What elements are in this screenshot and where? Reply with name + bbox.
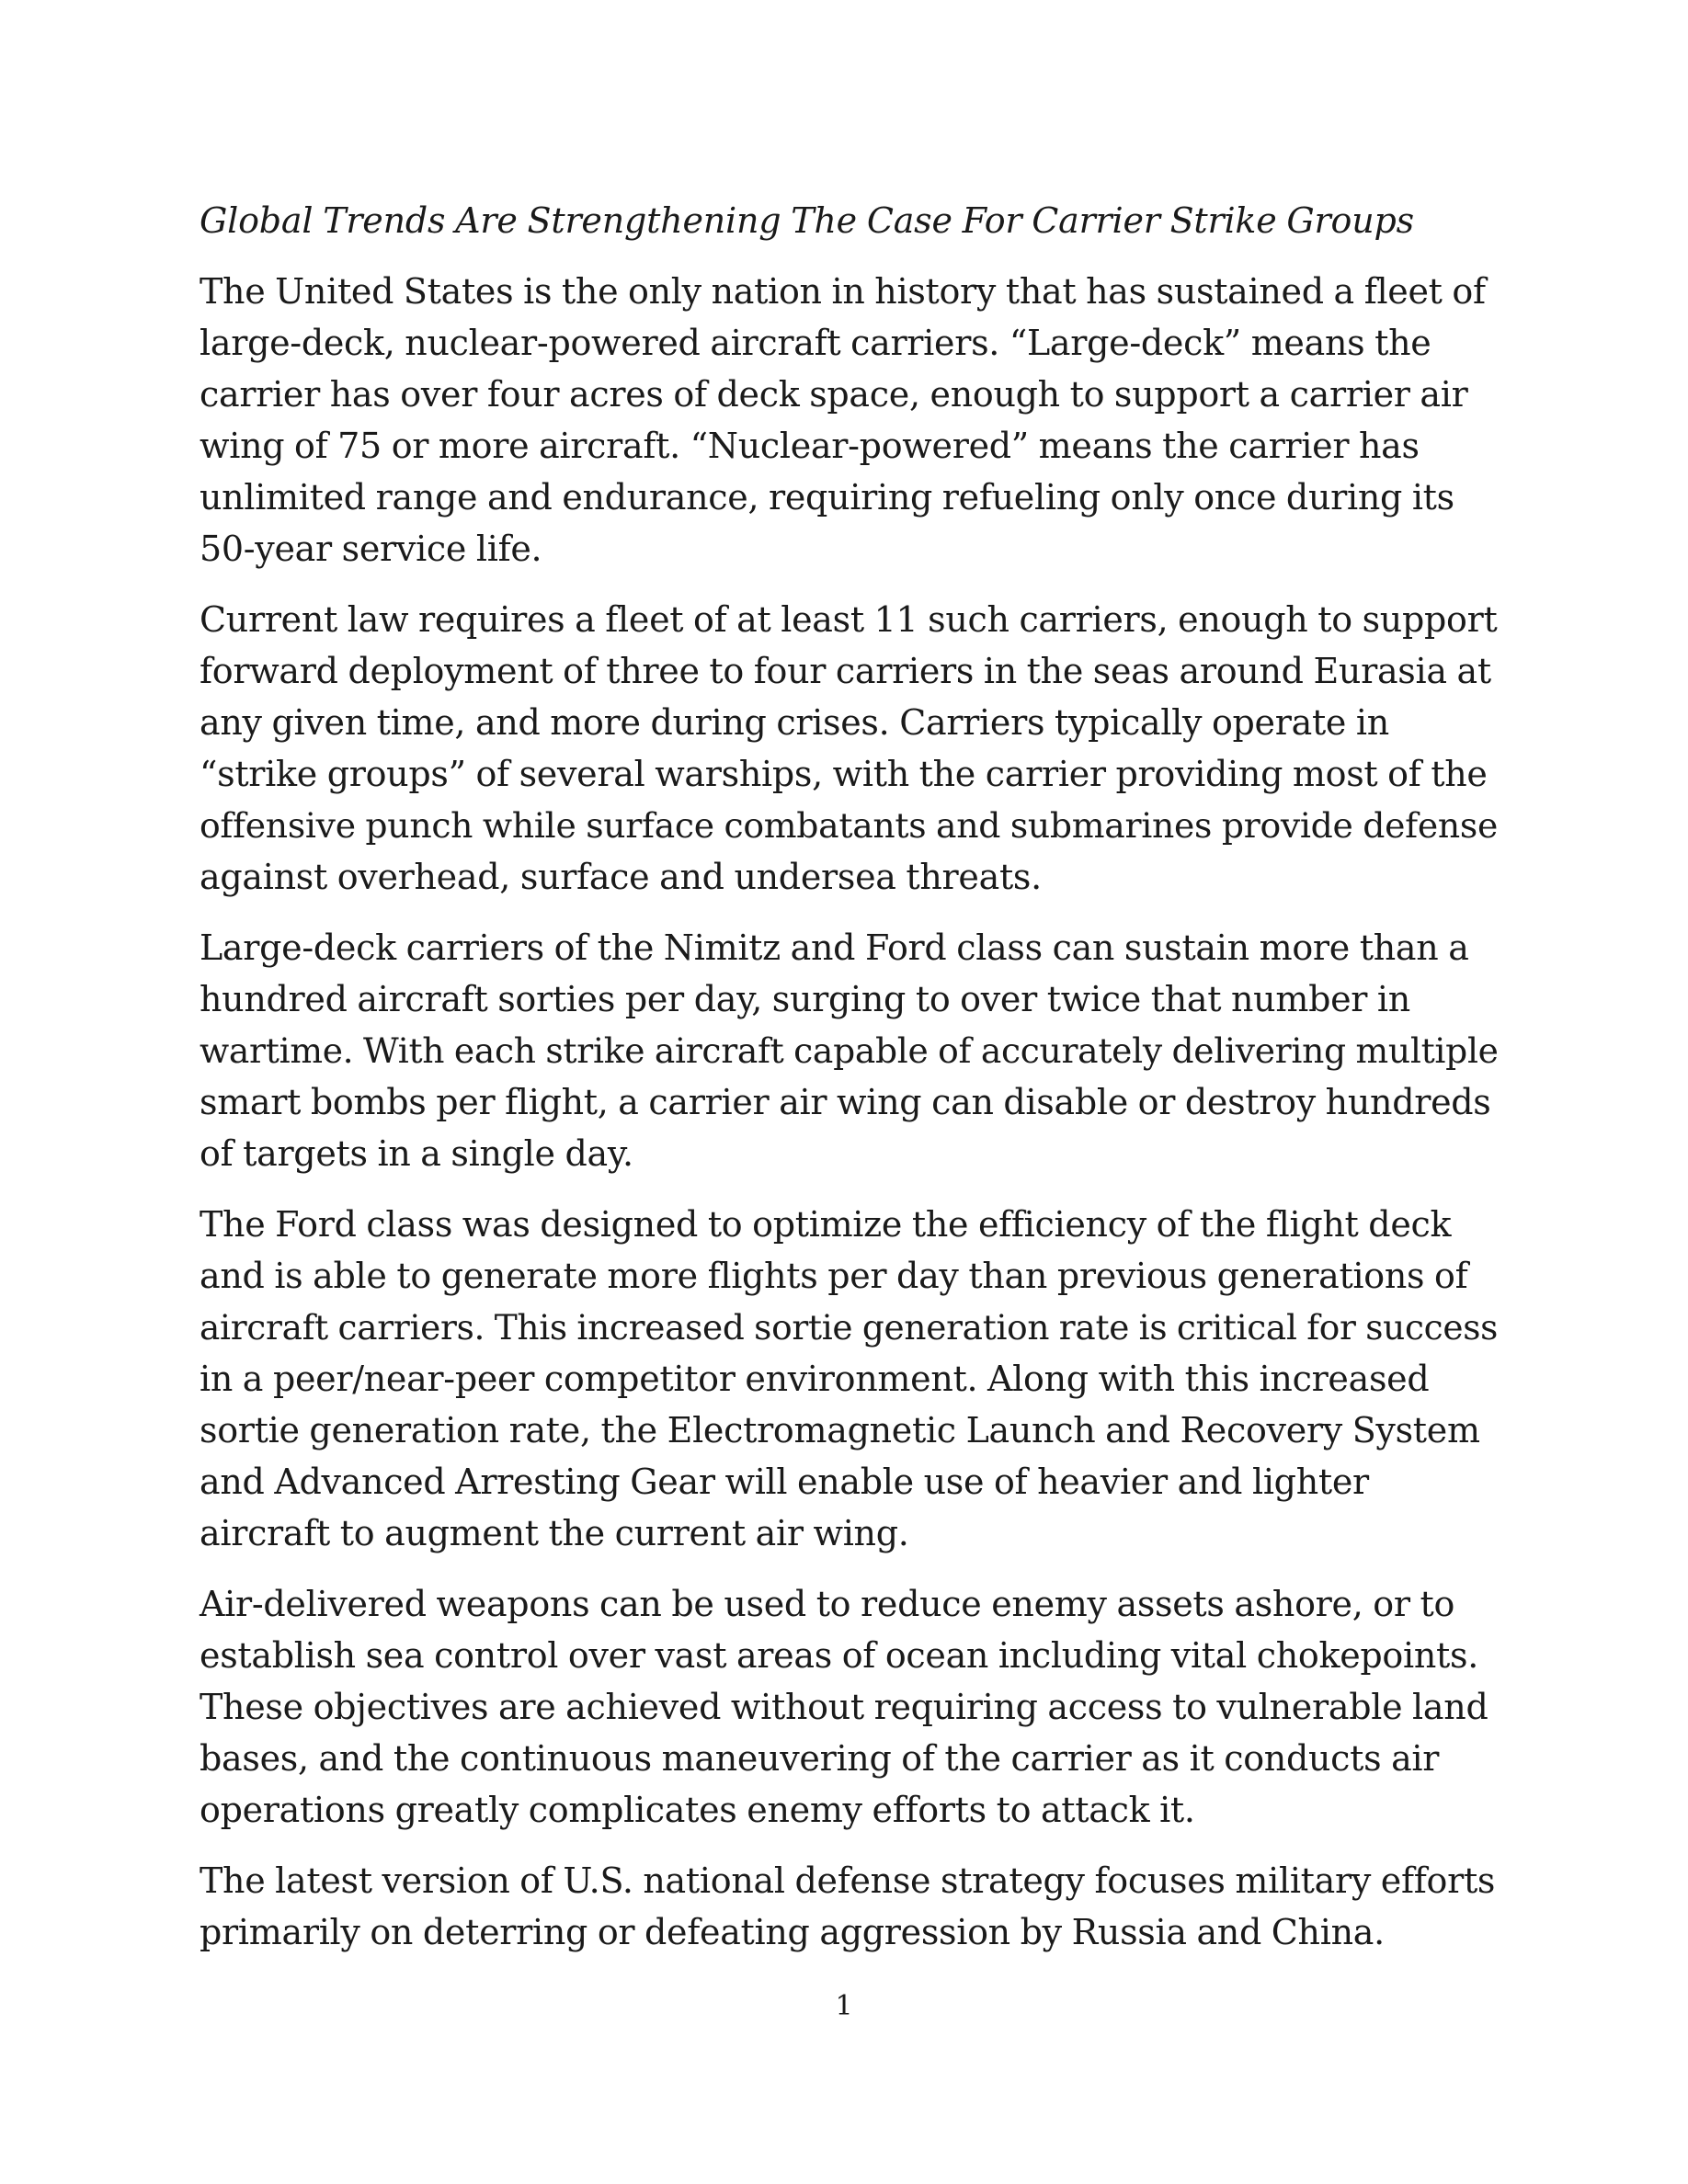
paragraph-line: hundred aircraft sorties per day, surging to over twice that number in [200, 979, 1410, 1019]
paragraph-line: The latest version of U.S. national defense strategy focuses military efforts [200, 1860, 1496, 1901]
paragraph-line: Air-delivered weapons can be used to reduce enemy assets ashore, or to [200, 1584, 1455, 1624]
paragraph-line: Large-deck carriers of the Nimitz and Ford class can sustain more than a [200, 927, 1469, 968]
paragraph [200, 922, 1505, 1179]
paragraph [200, 1199, 1505, 1559]
paragraph-line: forward deployment of three to four carriers in the seas around Eurasia at [200, 651, 1491, 691]
paragraph-line: 50-year service life. [200, 529, 542, 569]
paragraph-line: These objectives are achieved without requiring access to vulnerable land [200, 1687, 1488, 1727]
paragraph-line: Current law requires a fleet of at least 11 such carriers, enough to support [200, 599, 1498, 640]
paragraph-line: primarily on deterring or defeating aggression by Russia and China. [200, 1912, 1385, 1952]
section-heading: Global Trends Are Strengthening The Case For Carrier Strike Groups [200, 200, 1414, 241]
paragraph-line: in a peer/near-peer competitor environment. Along with this increased [200, 1359, 1430, 1399]
paragraph-line: large-deck, nuclear-powered aircraft carriers. “Large-deck” means the [200, 323, 1431, 363]
paragraph-line: and is able to generate more flights per day than previous generations of [200, 1256, 1468, 1296]
paragraph [200, 594, 1505, 903]
paragraph-line: aircraft carriers. This increased sortie generation rate is critical for success [200, 1307, 1499, 1348]
paragraph-line: “strike groups” of several warships, with the carrier providing most of the [200, 754, 1488, 794]
paragraph-line: of targets in a single day. [200, 1133, 633, 1174]
document-body [200, 195, 1505, 1958]
paragraph [200, 1855, 1505, 1958]
paragraph-line: aircraft to augment the current air wing. [200, 1513, 909, 1553]
paragraph-line: The United States is the only nation in history that has sustained a fleet of [200, 271, 1486, 312]
paragraph [200, 266, 1505, 574]
paragraph-line: unlimited range and endurance, requiring refueling only once during its [200, 477, 1454, 518]
paragraph-line: The Ford class was designed to optimize the efficiency of the flight deck [200, 1204, 1452, 1245]
paragraph-line: any given time, and more during crises. Carriers typically operate in [200, 702, 1389, 743]
paragraph-line: operations greatly complicates enemy efforts to attack it. [200, 1790, 1195, 1830]
paragraph-line: smart bombs per flight, a carrier air wing can disable or destroy hundreds [200, 1082, 1491, 1122]
page-number: 1 [835, 1990, 853, 2022]
paragraph-list [200, 266, 1505, 1958]
paragraph [200, 1578, 1505, 1836]
paragraph-line: wartime. With each strike aircraft capable of accurately delivering multiple [200, 1030, 1499, 1071]
paragraph-line: offensive punch while surface combatants and submarines provide defense [200, 805, 1499, 846]
paragraph-line: sortie generation rate, the Electromagnetic Launch and Recovery System [200, 1410, 1480, 1450]
paragraph-line: bases, and the continuous maneuvering of the carrier as it conducts air [200, 1738, 1440, 1779]
paragraph-line: establish sea control over vast areas of ocean including vital chokepoints. [200, 1635, 1478, 1676]
paragraph-line: wing of 75 or more aircraft. “Nuclear-powered” means the carrier has [200, 426, 1420, 466]
paragraph-line: against overhead, surface and undersea threats. [200, 857, 1042, 897]
paragraph-line: and Advanced Arresting Gear will enable use of heavier and lighter [200, 1462, 1369, 1502]
paragraph-line: carrier has over four acres of deck space, enough to support a carrier air [200, 374, 1468, 415]
